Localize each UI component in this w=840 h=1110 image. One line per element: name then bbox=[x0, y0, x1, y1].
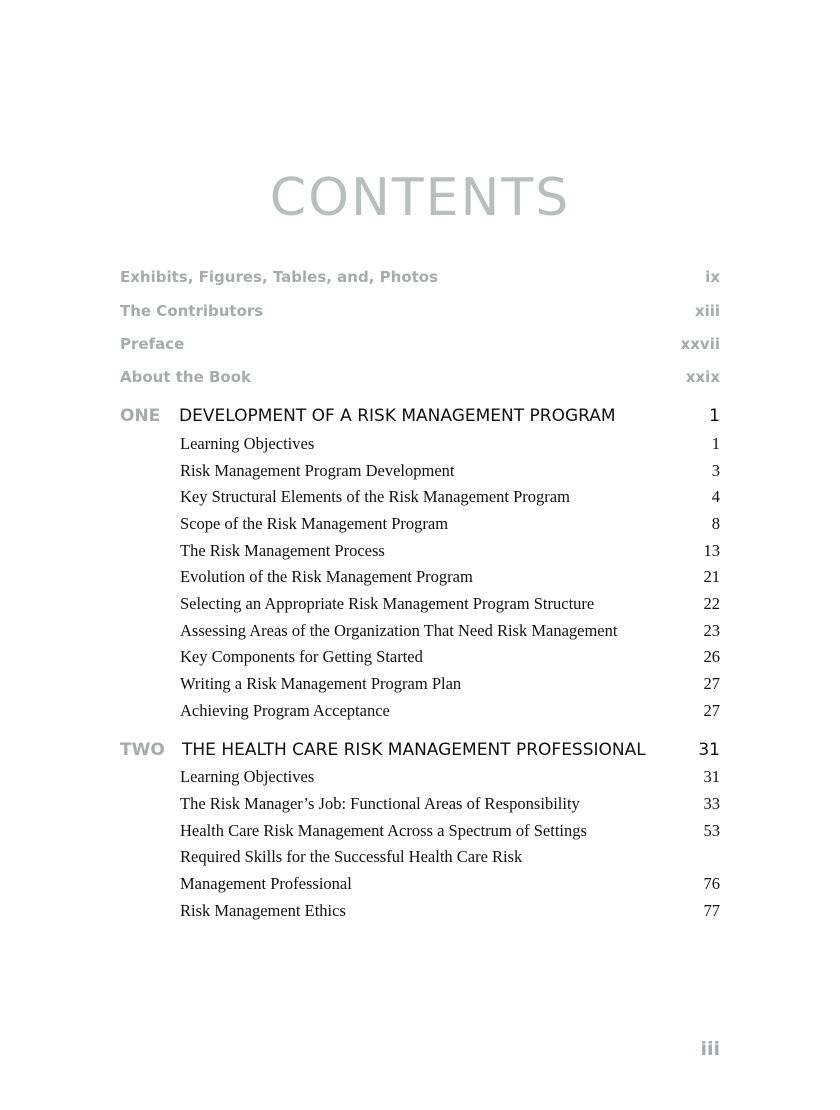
front-matter-item bbox=[120, 268, 720, 288]
chapter-page: 31 bbox=[698, 740, 720, 760]
toc-entry-page: 22 bbox=[703, 594, 720, 613]
front-matter-item bbox=[120, 335, 720, 355]
toc-entry bbox=[180, 901, 720, 923]
toc-entry-title: Key Structural Elements of the Risk Management Program bbox=[180, 487, 570, 506]
toc-entry-title: Scope of the Risk Management Program bbox=[180, 514, 449, 533]
toc-entry bbox=[180, 541, 720, 563]
front-matter-page: ix bbox=[705, 268, 720, 286]
front-matter-page: xiii bbox=[694, 302, 720, 320]
toc-entry-page: 27 bbox=[703, 701, 720, 720]
toc-entry-page: 77 bbox=[703, 901, 720, 920]
toc-entry-title: Assessing Areas of the Organization That Need Risk Management bbox=[180, 621, 618, 640]
toc-entry-title: Selecting an Appropriate Risk Management Program Structure bbox=[180, 594, 595, 613]
toc-entry bbox=[180, 487, 720, 509]
toc-entry-title: Achieving Program Acceptance bbox=[180, 701, 390, 720]
front-matter-item bbox=[120, 368, 720, 388]
toc-entry-page: 31 bbox=[703, 767, 720, 786]
toc-entry bbox=[180, 567, 720, 589]
toc-entry bbox=[180, 821, 720, 843]
toc-entry-title: Health Care Risk Management Across a Spectrum of Settings bbox=[180, 821, 587, 840]
toc-entry bbox=[180, 847, 720, 869]
toc-entry-page: 23 bbox=[703, 621, 720, 640]
toc-entry-page: 3 bbox=[711, 461, 720, 480]
toc-entry-page: 33 bbox=[703, 794, 720, 813]
front-matter-page: xxvii bbox=[680, 335, 720, 353]
chapter-title: DEVELOPMENT OF A RISK MANAGEMENT PROGRAM bbox=[179, 406, 616, 426]
front-matter-label: The Contributors bbox=[120, 302, 264, 320]
chapter-number: TWO bbox=[120, 740, 165, 760]
toc-entry-page: 8 bbox=[711, 514, 720, 533]
toc-entry-page: 76 bbox=[703, 874, 720, 893]
toc-entry bbox=[180, 594, 720, 616]
chapter-page: 1 bbox=[709, 406, 720, 426]
toc-entry-page: 27 bbox=[703, 674, 720, 693]
page-number: iii bbox=[700, 1038, 720, 1060]
toc-entry bbox=[180, 767, 720, 789]
chapter-heading bbox=[120, 406, 720, 428]
toc-entry-title: Risk Management Program Development bbox=[180, 461, 455, 480]
chapter-title: THE HEALTH CARE RISK MANAGEMENT PROFESSIONAL bbox=[182, 740, 646, 760]
toc-entry bbox=[180, 794, 720, 816]
toc-entry bbox=[180, 514, 720, 536]
toc-entry-title: Management Professional bbox=[180, 874, 352, 893]
front-matter-label: About the Book bbox=[120, 368, 251, 386]
front-matter-label: Preface bbox=[120, 335, 185, 353]
toc-entry-title: Risk Management Ethics bbox=[180, 901, 346, 920]
toc-entry bbox=[180, 701, 720, 723]
toc-entry-page: 21 bbox=[703, 567, 720, 586]
toc-entry-page: 53 bbox=[703, 821, 720, 840]
toc-entry-title: Required Skills for the Successful Health Care Risk bbox=[180, 847, 523, 866]
toc-entry bbox=[180, 647, 720, 669]
toc-entry-page: 26 bbox=[703, 647, 720, 666]
toc-entry bbox=[180, 674, 720, 696]
chapter-number: ONE bbox=[120, 406, 161, 426]
toc-entry bbox=[180, 874, 720, 896]
toc-entry-title: Writing a Risk Management Program Plan bbox=[180, 674, 462, 693]
toc-entry-page: 4 bbox=[711, 487, 720, 506]
front-matter-page: xxix bbox=[685, 368, 720, 386]
toc-entry bbox=[180, 621, 720, 643]
toc-entry-page: 13 bbox=[703, 541, 720, 560]
toc-entry bbox=[180, 434, 720, 456]
toc-entry-page: 1 bbox=[711, 434, 720, 453]
toc-entry bbox=[180, 461, 720, 483]
toc-entry-title: Key Components for Getting Started bbox=[180, 647, 423, 666]
page-title: CONTENTS bbox=[269, 168, 571, 228]
toc-entry-title: The Risk Manager’s Job: Functional Areas of Responsibility bbox=[180, 794, 580, 813]
front-matter-item bbox=[120, 302, 720, 322]
toc-entry-title: Learning Objectives bbox=[180, 434, 315, 453]
toc-entry-title: The Risk Management Process bbox=[180, 541, 385, 560]
chapter-heading bbox=[120, 740, 720, 762]
toc-entry-title: Learning Objectives bbox=[180, 767, 315, 786]
toc-entry-title: Evolution of the Risk Management Program bbox=[180, 567, 473, 586]
front-matter-label: Exhibits, Figures, Tables, and, Photos bbox=[120, 268, 439, 286]
